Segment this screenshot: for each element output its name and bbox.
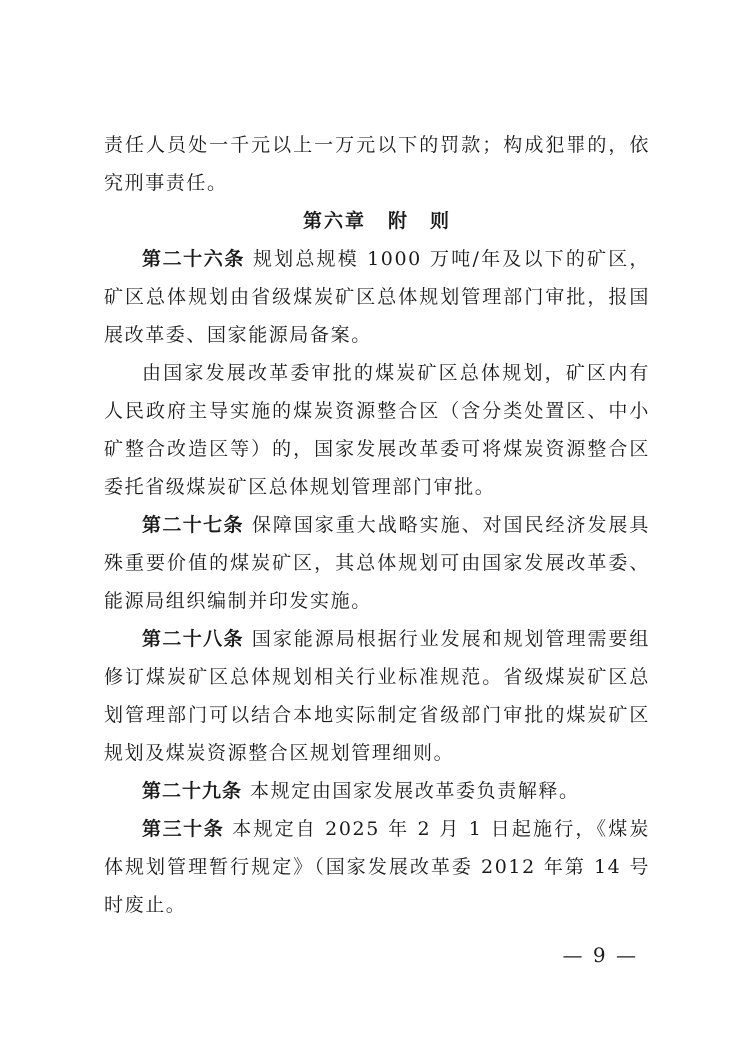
article-28 — [104, 625, 650, 654]
article-title: 第二十六条 — [142, 248, 245, 270]
body-line: 时废止。 — [104, 894, 187, 916]
article-29 — [104, 777, 650, 806]
body-text: 国家能源局根据行业发展和规划管理需要组 — [251, 628, 650, 650]
body-line: 修订煤炭矿区总体规划相关行业标准规范。省级煤炭矿区总 — [104, 666, 650, 688]
body-line: 殊重要价值的煤炭矿区，其总体规划可由国家发展改革委、 — [104, 552, 650, 574]
body-line: 由国家发展改革委审批的煤炭矿区总体规划，矿区内有 — [142, 362, 650, 384]
chapter-title: 附 则 — [388, 210, 452, 232]
body-text: 本规定自 2025 年 2 月 1 日起施行，《煤炭 — [232, 818, 650, 840]
page-number: — 9 — — [562, 943, 638, 967]
article-title: 第三十条 — [142, 818, 225, 840]
article-30 — [104, 815, 650, 844]
body-line: 矿区总体规划由省级煤炭矿区总体规划管理部门审批，报国 — [104, 286, 650, 308]
body-text: 保障国家重大战略实施、对国民经济发展具 — [251, 514, 650, 536]
article-title: 第二十七条 — [142, 514, 244, 536]
body-line: 展改革委、国家能源局备案。 — [104, 324, 372, 346]
body-text: 规划总规模 1000 万吨/年及以下的矿区， — [252, 248, 650, 270]
body-line: 委托省级煤炭矿区总体规划管理部门审批。 — [104, 476, 496, 498]
article-title: 第二十九条 — [142, 780, 243, 802]
body-line: 能源局组织编制并印发实施。 — [104, 590, 372, 612]
article-27 — [104, 511, 650, 540]
document-body — [104, 131, 650, 929]
chapter-heading — [104, 207, 650, 236]
body-text: 本规定由国家发展改革委负责解释。 — [250, 780, 580, 802]
body-line: 矿整合改造区等）的，国家发展改革委可将煤炭资源整合区 — [104, 438, 650, 460]
body-line: 规划及煤炭资源整合区规划管理细则。 — [104, 742, 455, 764]
body-line: 划管理部门可以结合本地实际制定省级部门审批的煤炭矿区 — [104, 704, 650, 726]
body-line: 究刑事责任。 — [104, 172, 228, 194]
article-title: 第二十八条 — [142, 628, 244, 650]
body-line: 人民政府主导实施的煤炭资源整合区（含分类处置区、中小 — [104, 400, 650, 422]
body-line: 责任人员处一千元以上一万元以下的罚款；构成犯罪的，依 — [104, 134, 650, 156]
article-26 — [104, 245, 650, 274]
body-line: 体规划管理暂行规定》（国家发展改革委 2012 年第 14 号 — [104, 856, 650, 878]
chapter-number: 第六章 — [302, 210, 366, 232]
